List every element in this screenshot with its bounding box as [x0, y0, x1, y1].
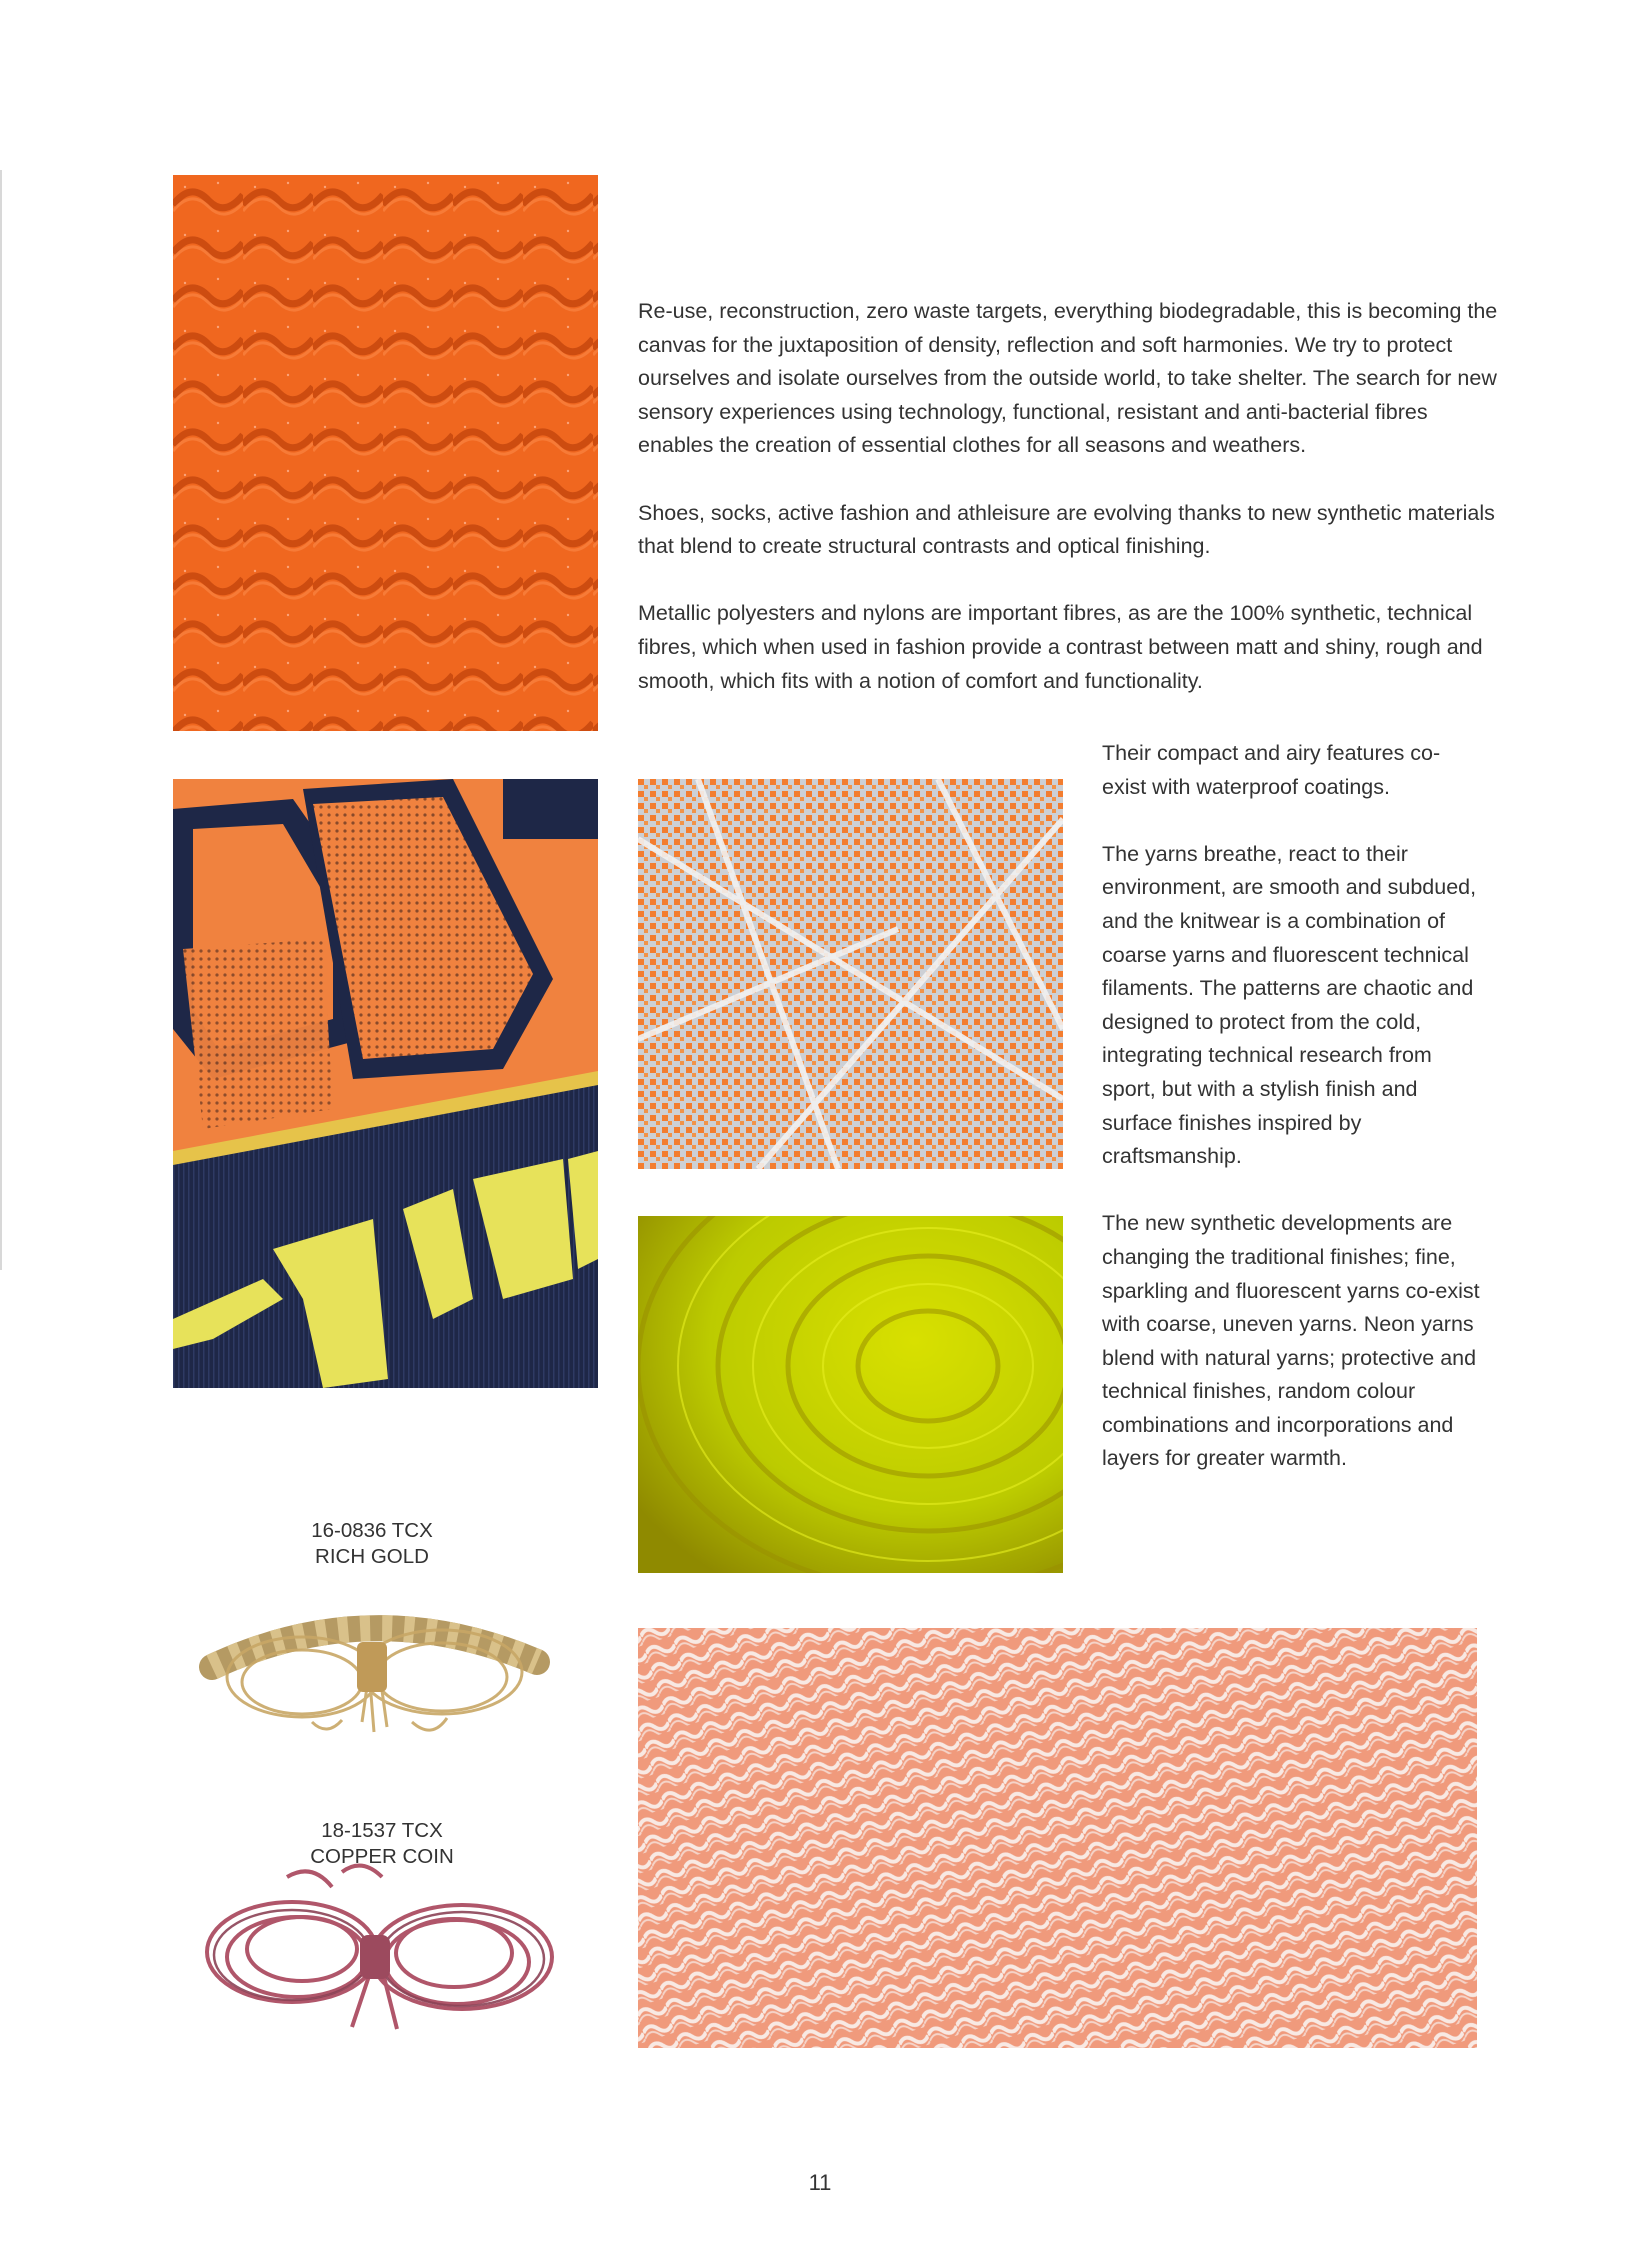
silver-orange-jacquard-photo — [638, 779, 1063, 1169]
intro-text — [638, 295, 1498, 698]
neon-yellow-knit-photo — [638, 1216, 1063, 1573]
page-edge-line — [0, 170, 2, 1270]
page-number: 11 — [808, 2170, 832, 2195]
swatch-code: 18-1537 TCX — [321, 1819, 443, 1842]
side-paragraph: Their compact and airy features co-exist with waterproof coatings. — [1102, 741, 1441, 799]
side-paragraph: The new synthetic developments are changing the traditional finishes; fine, sparkling and fluorescent yarns co-exist with coarse, uneven yarns. Neon yarns blend with natural yarns; protective and technical finishes, random colour combinations and incorporations and layers for greater warmth. — [1102, 1211, 1480, 1471]
orange-knit-photo — [173, 175, 598, 731]
intro-paragraph: Shoes, socks, active fashion and athleisure are evolving thanks to new synthetic materials that blend to create structural contrasts and optical finishing. — [638, 500, 1495, 559]
side-paragraph: The yarns breathe, react to their environment, are smooth and subdued, and the knitwear is a combination of coarse yarns and fluorescent technical filaments. The patterns are chaotic and designed to protect from the cold, integrating technical research from sport, but with a stylish finish and surface finishes inspired by craftsmanship. — [1102, 841, 1477, 1169]
intro-paragraph: Metallic polyesters and nylons are important fibres, as are the 100% synthetic, technical fibres, which when used in fashion provide a contrast between matt and shiny, rough and smooth, which fits with a notion of comfort and functionality. — [638, 601, 1483, 693]
copper-yarn-photo — [192, 1857, 562, 2042]
side-text — [1102, 737, 1482, 1476]
swatch-name: COPPER COIN — [310, 1845, 454, 1868]
intro-paragraph: Re-use, reconstruction, zero waste targets, everything biodegradable, this is becoming the canvas for the juxtaposition of density, reflection and soft harmonies. We try to protect ourselves and isolate ourselves from the outside world, to take shelter. The search for new sensory experiences using technology, functional, resistant and anti-bacterial fibres enables the creation of essential clothes for all seasons and weathers. — [638, 299, 1498, 458]
swatch-name: RICH GOLD — [315, 1545, 429, 1568]
peach-knit-photo — [638, 1628, 1477, 2048]
sport-knit-photo — [173, 779, 598, 1388]
swatch-code: 16-0836 TCX — [311, 1519, 433, 1542]
gold-yarn-photo — [192, 1572, 552, 1744]
swatch-label-gold — [222, 1518, 522, 1570]
